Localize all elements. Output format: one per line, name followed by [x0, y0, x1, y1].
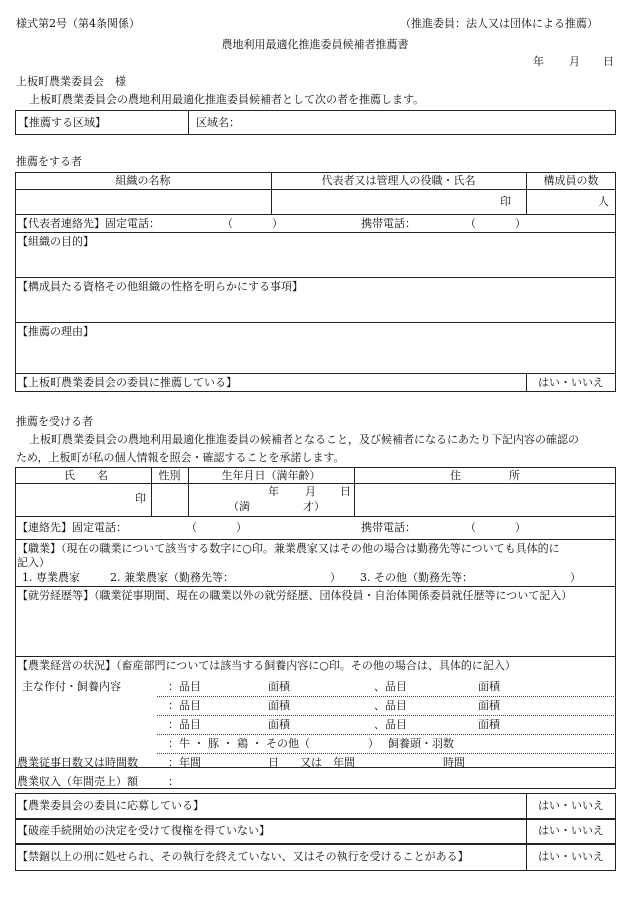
date-day: 日 [603, 55, 614, 68]
already-recommended-label: 【上板町農業委員会の委員に推薦している】 [17, 376, 237, 389]
work-hours-unit: 時間 [443, 756, 465, 769]
crop-row-2-item: ：品目 [168, 699, 201, 712]
area-label: 【推薦する区域】 [18, 116, 106, 129]
candidate-mobile-paren-close: ） [515, 521, 526, 534]
candidate-phone-paren-open: （ [186, 521, 197, 534]
job-option-full-time[interactable]: 1. 専業農家 [22, 571, 80, 584]
candidate-phone-paren-close: ） [236, 521, 247, 534]
applied-label: 【農業委員会の委員に応募している】 [17, 799, 204, 812]
date-month: 月 [569, 55, 580, 68]
recommendation-reason-label: 【推薦の理由】 [17, 325, 94, 338]
dob-month: 月 [305, 485, 316, 498]
work-days-unit: 日 [268, 756, 279, 769]
crop-row-3-item2: 、品目 [374, 718, 407, 731]
crop-row-3-item: ：品目 [168, 718, 201, 731]
crop-row-1-item2: 、品目 [374, 680, 407, 693]
candidate-section-title: 推薦を受ける者 [16, 415, 93, 428]
farming-status-label: 【農業経営の状況】（畜産部門については該当する飼養内容に○印。その他の場合は、具体的に記入） [17, 659, 516, 672]
job-option-other[interactable]: 3. その他（勤務先等： [360, 571, 473, 584]
crop-row-3-area: 面積 [268, 718, 290, 731]
dob-day: 日 [340, 485, 351, 498]
document-title: 農地利用最適化推進委員候補者推薦書 [221, 38, 409, 51]
candidate-mobile-paren-open: （ [465, 521, 476, 534]
addressee: 上板町農業委員会 様 [16, 75, 126, 88]
col-sex: 性別 [158, 469, 181, 482]
date-year: 年 [533, 55, 544, 68]
work-days-label: 農業従事日数又は時間数 [17, 756, 138, 769]
livestock-count-label: 飼養頭・羽数 [388, 737, 454, 750]
crime-label: 【禁錮以上の刑に処せられ、その執行を終えていない、又はその執行を受けることがある】 [17, 850, 469, 863]
livestock-options[interactable]: ：牛 ・ 豚 ・ 鶏 ・ その他（ [168, 737, 310, 750]
members-unit: 人 [598, 195, 609, 208]
intro-text: 上板町農業委員会の農地利用最適化推進委員候補者として次の者を推薦します。 [29, 93, 425, 106]
crop-row-1-area: 面積 [268, 680, 290, 693]
representative-seal: 印 [500, 195, 511, 208]
member-qualification-label: 【構成員たる資格その他組織の性格を明らかにする事項】 [17, 280, 303, 293]
consent-line-1: 上板町農業委員会の農地利用最適化推進委員の候補者となること，及び候補者になるにあたり下記内容の確認の [29, 433, 579, 446]
org-purpose-label: 【組織の目的】 [17, 235, 94, 248]
crime-yes-no[interactable]: はい・いいえ [538, 850, 604, 863]
job-option-part-time-close: ） [330, 571, 341, 584]
candidate-contact-label: 【連絡先】固定電話： [17, 521, 127, 534]
rep-phone-paren-close: ） [272, 217, 283, 230]
bankrupt-yes-no[interactable]: はい・いいえ [538, 824, 604, 837]
col-name-part-2: 名 [97, 469, 108, 482]
candidate-mobile-label: 携帯電話： [361, 521, 416, 534]
crop-row-3-area2: 面積 [478, 718, 500, 731]
area-name-field[interactable]: 区域名： [196, 116, 240, 129]
job-label-line-1: 【職業】（現在の職業について該当する数字に○印。兼業農家又はその他の場合は勤務先等についても具体的に [17, 542, 560, 555]
job-label-line-2: 記入） [17, 556, 50, 569]
col-address-part-2: 所 [509, 469, 520, 482]
crop-row-2-item2: 、品目 [374, 699, 407, 712]
income-label: 農業収入（年間売上）額 [17, 775, 138, 788]
candidate-seal: 印 [135, 492, 146, 505]
work-hours-label: 又は 年間 [300, 756, 355, 769]
work-days-value: ：年間 [168, 756, 201, 769]
age-open: （満 [228, 500, 250, 513]
crop-row-2-area2: 面積 [478, 699, 500, 712]
form-number: 様式第2号（第4条関係） [16, 17, 140, 30]
col-representative: 代表者又は管理人の役職・氏名 [321, 174, 476, 187]
rep-phone-paren-open: （ [222, 217, 233, 230]
dob-year: 年 [268, 485, 279, 498]
crops-label: 主な作付・飼養内容 [22, 680, 121, 693]
applied-yes-no[interactable]: はい・いいえ [538, 799, 604, 812]
career-label: 【就労経歴等】（職業従事期間、現在の職業以外の就労経歴、団体役員・自治体関係委員就任歴等について記入） [17, 589, 573, 602]
already-recommended-yes-no[interactable]: はい・いいえ [538, 376, 604, 389]
crop-row-1-area2: 面積 [478, 680, 500, 693]
consent-line-2: ため，上板町が私の個人情報を照会・確認することを承諾します。 [16, 451, 345, 464]
recommender-section-title: 推薦をする者 [16, 155, 82, 168]
col-date-of-birth: 生年月日（満年齢） [221, 469, 321, 482]
income-value: ： [168, 775, 179, 788]
col-address-part-1: 住 [450, 469, 461, 482]
col-org-name: 組織の名称 [115, 174, 171, 187]
job-option-part-time[interactable]: 2. 兼業農家（勤務先等： [110, 571, 234, 584]
livestock-close: ） [368, 737, 379, 750]
age-close: 才） [303, 500, 325, 513]
rep-mobile-paren-close: ） [515, 217, 526, 230]
bankrupt-label: 【破産手続開始の決定を受けて復権を得ていない】 [17, 824, 270, 837]
job-option-other-close: ） [570, 571, 581, 584]
col-name-part-1: 氏 [64, 469, 75, 482]
rep-mobile-label: 携帯電話： [361, 217, 416, 230]
crop-row-2-area: 面積 [268, 699, 290, 712]
rep-contact-label: 【代表者連絡先】固定電話： [17, 217, 160, 230]
crop-row-1-item: ：品目 [168, 680, 201, 693]
rep-mobile-paren-open: （ [465, 217, 476, 230]
col-member-count: 構成員の数 [543, 174, 599, 187]
recommender-type: （推進委員：法人又は団体による推薦） [400, 17, 598, 30]
